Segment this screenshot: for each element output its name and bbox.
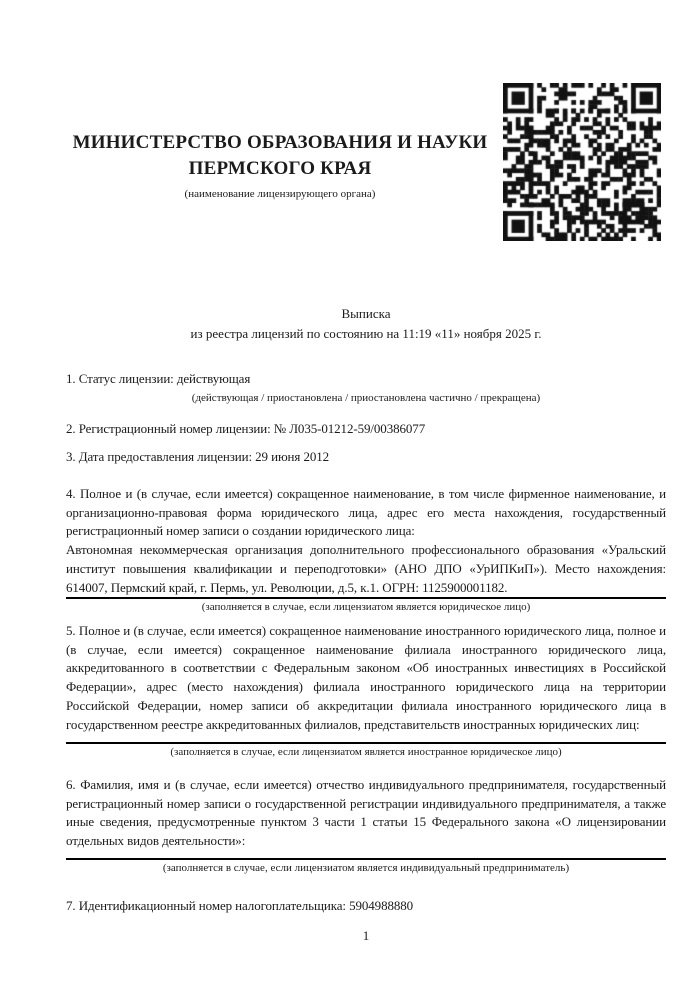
foreign-entity-caption: (заполняется в случае, если лицензиатом является иностранное юридическое лицо)	[170, 746, 562, 758]
individual-label: 6. Фамилия, имя и (в случае, если имеется) отчество индивидуального предпринимателя, государственный регистрационный номер записи о государственной регистрации индивидуального предпринимателя, а также иные сведения, предусмотренные пунктом 3 части 1 статьи 15 Федерального закона «О лицензировании отдельных видов деятельности»:	[66, 777, 666, 849]
item-legal-entity	[66, 485, 666, 617]
document-title-line1: Выписка	[341, 306, 391, 321]
individual-rule	[66, 858, 666, 860]
page-number: 1	[362, 928, 370, 943]
item-registration-number	[66, 420, 666, 439]
taxpayer-number-text: 7. Идентификационный номер налогоплательщика: 5904988880	[66, 898, 414, 913]
foreign-entity-label: 5. Полное и (в случае, если имеется) сокращенное наименование иностранного юридического лица, полное и (в случае, если имеется) сокращенное наименование филиала иностранного юридического лица, аккредитованного в соответствии с Федеральным законом «Об иностранных инвестициях в Российской Федерации», адрес (место нахождения) филиала иностранного юридического лица на территории Российской Федерации, номер записи об аккредитации филиала иностранного юридического лица в государственном реестре аккредитованных филиалов, представительств иностранных юридических лиц:	[66, 623, 666, 732]
item-foreign-entity	[66, 622, 666, 764]
document-title-line2: из реестра лицензий по состоянию на 11:19 «11» ноября 2025 г.	[190, 326, 542, 341]
license-status-caption: (действующая / приостановлена / приостановлена частично / прекращена)	[191, 391, 541, 404]
ministry-name	[66, 130, 494, 182]
legal-entity-label: 4. Полное и (в случае, если имеется) сокращенное наименование, в том числе фирменное наименование, и организационно-правовая форма юридического лица, адрес его места нахождения, государственный регистрационный номер записи о создании юридического лица:	[66, 486, 666, 539]
license-status-text: 1. Статус лицензии: действующая	[66, 371, 251, 386]
qr-code-icon	[503, 83, 661, 241]
item-license-status	[66, 370, 666, 405]
item-grant-date	[66, 448, 666, 467]
qr-code-container	[503, 83, 661, 241]
ministry-caption: (наименование лицензирующего органа)	[184, 188, 376, 200]
item-taxpayer-number	[66, 897, 666, 916]
registration-number-text: 2. Регистрационный номер лицензии: № Л035-01212-59/00386077	[66, 421, 426, 436]
legal-entity-caption: (заполняется в случае, если лицензиатом является юридическое лицо)	[201, 601, 531, 613]
licensing-authority-header	[66, 130, 494, 200]
document-title	[66, 304, 666, 344]
ministry-name-line2: ПЕРМСКОГО КРАЯ	[188, 158, 372, 179]
foreign-entity-rule	[66, 742, 666, 744]
item-individual-entrepreneur	[66, 776, 666, 878]
ministry-name-line1: МИНИСТЕРСТВО ОБРАЗОВАНИЯ И НАУКИ	[72, 132, 488, 153]
legal-entity-value: Автономная некоммерческая организация дополнительного профессионального образования «Уральский институт повышения квалификации и переподготовки» (АНО ДПО «УрИПКиП»). Место нахождения: 614007, Пермский край, г. Пермь, ул. Революции, д.5, к.1. ОГРН: 1125900001182.	[66, 542, 666, 595]
individual-caption: (заполняется в случае, если лицензиатом является индивидуальный предприниматель)	[162, 862, 570, 874]
legal-entity-rule	[66, 597, 666, 599]
grant-date-text: 3. Дата предоставления лицензии: 29 июня 2012	[66, 449, 330, 464]
